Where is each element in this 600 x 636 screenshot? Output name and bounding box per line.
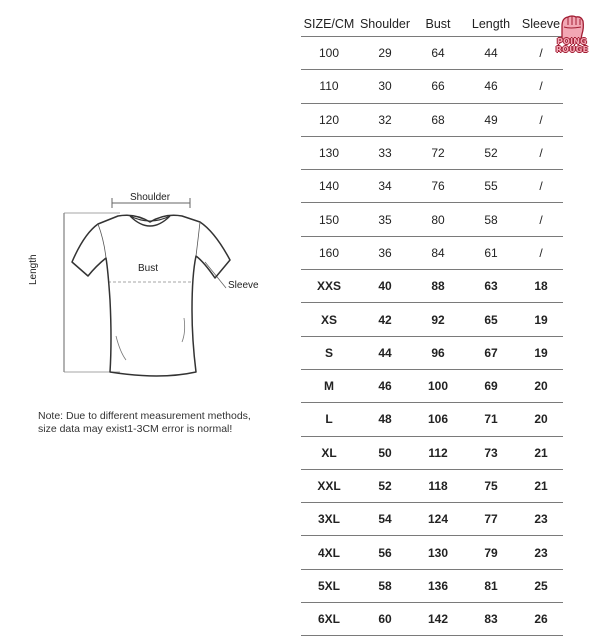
bust-cell: 112 xyxy=(413,436,463,469)
table-row xyxy=(301,170,563,203)
sleeve-cell: 23 xyxy=(519,503,563,536)
tshirt-outline-icon xyxy=(0,0,300,600)
header-shoulder: Shoulder xyxy=(359,17,411,31)
measurement-diagram xyxy=(0,0,300,600)
header-bust: Bust xyxy=(425,17,451,31)
bust-cell: 100 xyxy=(413,369,463,402)
length-cell: 55 xyxy=(463,170,519,203)
shoulder-cell: 44 xyxy=(357,336,413,369)
shoulder-cell: 36 xyxy=(357,236,413,269)
sleeve-cell: 21 xyxy=(519,469,563,502)
shoulder-cell: 30 xyxy=(357,70,413,103)
bust-cell: 64 xyxy=(413,37,463,70)
size-cell: 150 xyxy=(301,203,357,236)
shoulder-cell: 54 xyxy=(357,503,413,536)
sleeve-cell: / xyxy=(519,70,563,103)
table-row xyxy=(301,603,563,636)
sleeve-cell: / xyxy=(519,37,563,70)
length-cell: 65 xyxy=(463,303,519,336)
length-cell: 63 xyxy=(463,270,519,303)
length-cell: 46 xyxy=(463,70,519,103)
header-length: Length xyxy=(471,17,511,31)
note-line-2: size data may exist1-3CM error is normal! xyxy=(38,423,233,435)
table-row xyxy=(301,270,563,303)
sleeve-cell: / xyxy=(519,203,563,236)
sleeve-cell: / xyxy=(519,170,563,203)
sleeve-cell: 20 xyxy=(519,403,563,436)
length-cell: 75 xyxy=(463,469,519,502)
size-cell: 140 xyxy=(301,170,357,203)
sleeve-cell: 18 xyxy=(519,270,563,303)
length-cell: 71 xyxy=(463,403,519,436)
size-cell: S xyxy=(301,336,357,369)
length-cell: 73 xyxy=(463,436,519,469)
header-sleeve: Sleeve xyxy=(521,17,561,31)
size-cell: 100 xyxy=(301,37,357,70)
brand-line-2: ROUGE xyxy=(555,45,589,54)
shoulder-cell: 34 xyxy=(357,170,413,203)
size-cell: 160 xyxy=(301,236,357,269)
header-size: SIZE/CM xyxy=(303,17,355,31)
sleeve-cell: 21 xyxy=(519,436,563,469)
bust-label: Bust xyxy=(138,263,159,274)
brand-text xyxy=(550,38,594,54)
bust-cell: 72 xyxy=(413,136,463,169)
length-cell: 81 xyxy=(463,569,519,602)
length-cell: 69 xyxy=(463,369,519,402)
length-cell: 83 xyxy=(463,603,519,636)
table-row xyxy=(301,469,563,502)
sleeve-cell: 25 xyxy=(519,569,563,602)
shoulder-cell: 46 xyxy=(357,369,413,402)
shoulder-cell: 33 xyxy=(357,136,413,169)
table-row xyxy=(301,436,563,469)
length-cell: 77 xyxy=(463,503,519,536)
size-cell: 120 xyxy=(301,103,357,136)
table-row xyxy=(301,336,563,369)
table-row xyxy=(301,403,563,436)
shoulder-cell: 48 xyxy=(357,403,413,436)
size-cell: 6XL xyxy=(301,603,357,636)
shoulder-cell: 60 xyxy=(357,603,413,636)
table-row xyxy=(301,369,563,402)
shoulder-cell: 32 xyxy=(357,103,413,136)
bust-cell: 106 xyxy=(413,403,463,436)
bust-cell: 142 xyxy=(413,603,463,636)
shoulder-cell: 42 xyxy=(357,303,413,336)
size-cell: 4XL xyxy=(301,536,357,569)
shoulder-cell: 56 xyxy=(357,536,413,569)
table-row xyxy=(301,70,563,103)
shoulder-label: Shoulder xyxy=(130,192,171,203)
size-cell: M xyxy=(301,369,357,402)
table-row xyxy=(301,203,563,236)
size-cell: XS xyxy=(301,303,357,336)
table-header-row xyxy=(301,12,563,37)
bust-cell: 136 xyxy=(413,569,463,602)
size-cell: XXL xyxy=(301,469,357,502)
sleeve-cell: / xyxy=(519,236,563,269)
size-cell: L xyxy=(301,403,357,436)
bust-cell: 118 xyxy=(413,469,463,502)
length-cell: 44 xyxy=(463,37,519,70)
bust-cell: 130 xyxy=(413,536,463,569)
length-cell: 79 xyxy=(463,536,519,569)
shoulder-cell: 58 xyxy=(357,569,413,602)
length-cell: 49 xyxy=(463,103,519,136)
table-row xyxy=(301,569,563,602)
sleeve-cell: 26 xyxy=(519,603,563,636)
bust-cell: 96 xyxy=(413,336,463,369)
size-cell: 130 xyxy=(301,136,357,169)
table-row xyxy=(301,303,563,336)
size-cell: XXS xyxy=(301,270,357,303)
table-row xyxy=(301,236,563,269)
size-cell: XL xyxy=(301,436,357,469)
bust-cell: 80 xyxy=(413,203,463,236)
bust-cell: 76 xyxy=(413,170,463,203)
size-cell: 3XL xyxy=(301,503,357,536)
note-line-1: Note: Due to different measurement methods, xyxy=(38,410,251,422)
shoulder-cell: 40 xyxy=(357,270,413,303)
length-label: Length xyxy=(28,254,39,285)
size-cell: 110 xyxy=(301,70,357,103)
shoulder-cell: 50 xyxy=(357,436,413,469)
table-row xyxy=(301,103,563,136)
sleeve-cell: 20 xyxy=(519,369,563,402)
brand-line-1: POING xyxy=(557,37,587,46)
measurement-note xyxy=(38,410,278,436)
sleeve-cell: / xyxy=(519,103,563,136)
table-row xyxy=(301,136,563,169)
size-cell: 5XL xyxy=(301,569,357,602)
sleeve-cell: 19 xyxy=(519,303,563,336)
table-row xyxy=(301,37,563,70)
sleeve-cell: 23 xyxy=(519,536,563,569)
sleeve-cell: 19 xyxy=(519,336,563,369)
shoulder-cell: 35 xyxy=(357,203,413,236)
bust-cell: 88 xyxy=(413,270,463,303)
size-chart-table xyxy=(301,12,563,636)
length-cell: 67 xyxy=(463,336,519,369)
table-row xyxy=(301,536,563,569)
length-cell: 58 xyxy=(463,203,519,236)
bust-cell: 92 xyxy=(413,303,463,336)
length-cell: 61 xyxy=(463,236,519,269)
shoulder-cell: 52 xyxy=(357,469,413,502)
bust-cell: 68 xyxy=(413,103,463,136)
shoulder-cell: 29 xyxy=(357,37,413,70)
length-cell: 52 xyxy=(463,136,519,169)
bust-cell: 66 xyxy=(413,70,463,103)
table-row xyxy=(301,503,563,536)
sleeve-cell: / xyxy=(519,136,563,169)
brand-watermark xyxy=(550,12,594,58)
sleeve-label: Sleeve xyxy=(228,280,259,291)
bust-cell: 124 xyxy=(413,503,463,536)
bust-cell: 84 xyxy=(413,236,463,269)
